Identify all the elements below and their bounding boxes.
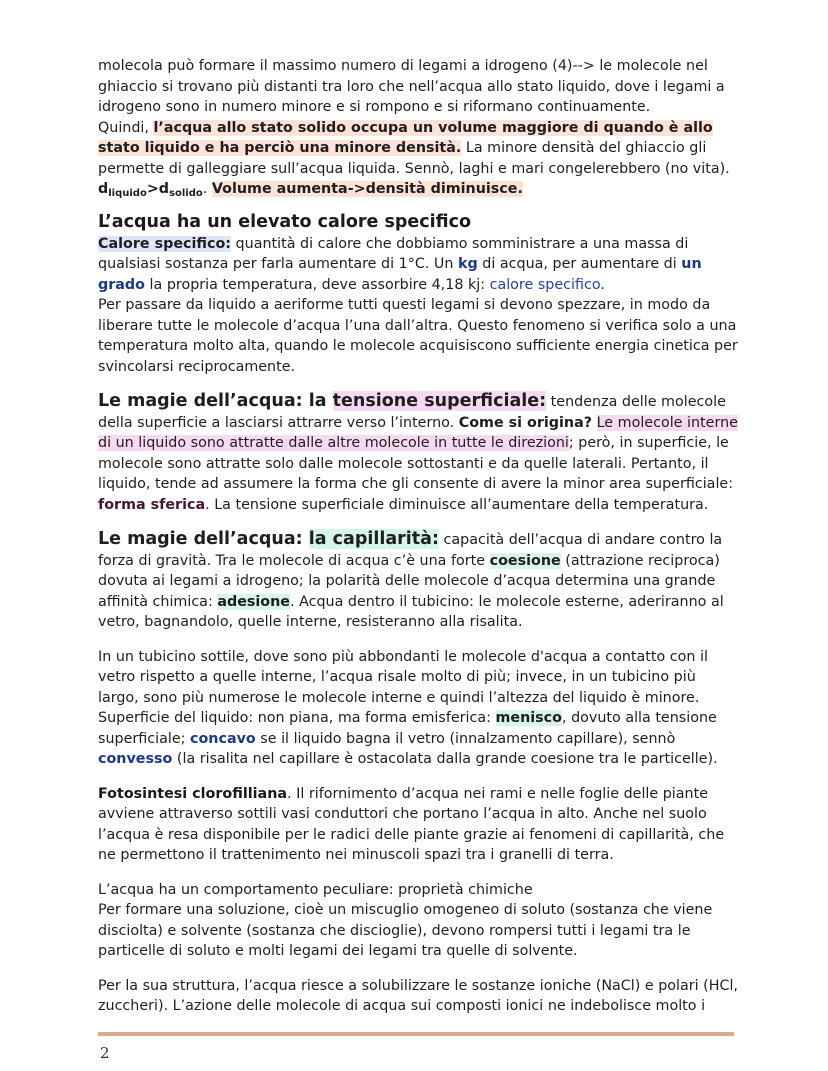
text: . [202, 181, 212, 197]
spherical-shape-term: forma sferica [98, 496, 206, 513]
kg-term: kg [458, 256, 478, 272]
adhesion-term: adesione [217, 593, 290, 610]
meniscus-term: menisco [495, 710, 562, 726]
cohesion-term: coesione [489, 552, 561, 569]
heading-specific-heat: L’acqua ha un elevato calore specifico [98, 211, 471, 232]
paragraph-capillarity: Le magie dell’acqua: la capillarità: capacità dell’acqua di andare contro la forza di gravità. Tra le molecole di acqua c’è una forte coesione (attrazione reciproca) dovuta ai legami a idrogeno; la polarità delle molecole d’acqua determina una grande affinità chimica: adesione. Acqua dentro il tubicino: le molecole esterne, aderiranno al vetro, bagnandolo, quelle interne, resisteranno alla risalita. [98, 529, 724, 630]
paragraph-ice-density [98, 56, 738, 200]
paragraph-solution: Per formare una soluzione, cioè un miscuglio omogeneo di soluto (sostanza che viene disciolta) e solvente (sostanza che discioglie), devono rompersi tutti i legami tra le particelle di soluto e molti legami dei legami tra quelle di solvente. [98, 902, 713, 959]
paragraph-surface-tension: Le magie dell’acqua: la tensione superficiale: tendenza delle molecole della superficie a lasciarsi attrarre verso l’interno. Come si origina? Le molecole interne di un liquido sono attratte dalle altre molecole in tutte le direzioni; però, in superficie, le molecole sono attratte solo dalle molecole sottostanti e da quelle laterali. Pertanto, il liquido, tende ad assumere la forma che gli consente di avere la minor area superficiale: forma sferica. La tensione superficiale diminuisce all’aumentare della temperatura. [98, 391, 738, 513]
paragraph-specific-heat: Calore specifico: quantità di calore che dobbiamo somministrare a una massa di qualsiasi sostanza per farla aumentare di 1°C. Un kg di acqua, per aumentare di un grado la propria temperatura, deve assorbire 4,18 kj: calore specifico. [98, 235, 702, 293]
paragraph-vaporization: Per passare da liquido a aeriforme tutti questi legami si devono spezzare, in modo da liberare tutte le molecole d’acqua l’una dall’altra. Questo fenomeno si verifica solo a una temperatura molto alta, quando le molecole acquisiscono sufficiente energia cinetica per svincolarsi reciprocamente. [98, 297, 738, 375]
concave-term: concavo [190, 730, 256, 747]
heading-surface-tension: Le magie dell’acqua: la tensione superficiale: [98, 391, 547, 411]
specific-heat-link[interactable]: calore specifico [489, 276, 601, 293]
text: molecola può formare il massimo numero di legami a idrogeno (4)--> le molecole nel ghiaccio si trovano più distanti tra loro che nell’acqua allo stato liquido, dove i legami a idrogeno sono in numero minore e si rompono e si riformano continuamente. [98, 58, 725, 115]
paragraph-solubility: Per la sua struttura, l’acqua riesce a solubilizzare le sostanze ioniche (NaCl) e polari (HCl, zuccheri). L’azione delle molecole di acqua sui composti ionici ne indebolisce molto i [98, 977, 738, 1014]
paragraph-thin-tube: In un tubicino sottile, dove sono più abbondanti le molecole d'acqua a contatto con il vetro rispetto a quelle interne, l’acqua risale molto di più; invece, in un tubicino più largo, sono più numerose le molecole interne e quindi l’altezza del liquido è minore. [98, 648, 708, 706]
highlight-solid-volume: l’acqua allo stato solido occupa un volume maggiore di quando è allo stato liquido e ha perciò una minore densità. [98, 119, 713, 156]
density-formula: $d_{liquido}>d_{solido}$ [98, 181, 203, 199]
convex-term: convesso [98, 751, 173, 767]
footer-divider [98, 1032, 734, 1036]
question-origin: Come si origina? [458, 414, 593, 431]
grado-term: un grado [98, 256, 702, 293]
highlight-volume-density: Volume aumenta->densità diminuisce. [211, 181, 523, 197]
term-specific-heat: Calore specifico: [98, 235, 232, 252]
document-page [98, 56, 738, 1017]
paragraph-photosynthesis: Fotosintesi clorofilliana. Il rifornimento d’acqua nei rami e nelle foglie delle piante avviene attraverso sottili vasi conduttori che portano l’acqua in alto. Anche nel suolo l’acqua è resa disponibile per le radici delle piante grazie ai fenomeni di capillarità, che ne permettono il trattenimento nei minuscoli spazi tra i granelli di terra. [98, 785, 725, 863]
text: Quindi, [98, 119, 154, 136]
heading-capillarity: Le magie dell’acqua: la capillarità: [98, 529, 439, 549]
text: La minore densità del ghiaccio gli permette di galleggiare sull’acqua liquida. Sennò, laghi e mari congelerebbero (no vita). [98, 140, 730, 177]
photosynthesis-term: Fotosintesi clorofilliana [98, 785, 288, 802]
page-number: 2 [100, 1044, 110, 1062]
highlight-inner-molecules: Le molecole interne di un liquido sono attratte dalle altre molecole in tutte le direzioni [98, 414, 738, 451]
paragraph-chemical-properties-title: L’acqua ha un comportamento peculiare: proprietà chimiche [98, 881, 533, 898]
paragraph-meniscus: Superficie del liquido: non piana, ma forma emisferica: menisco, dovuto alla tensione superficiale; concavo se il liquido bagna il vetro (innalzamento capillare), sennò convesso (la risalita nel capillare è ostacolata dalla grande coesione tra le particelle). [98, 710, 718, 767]
